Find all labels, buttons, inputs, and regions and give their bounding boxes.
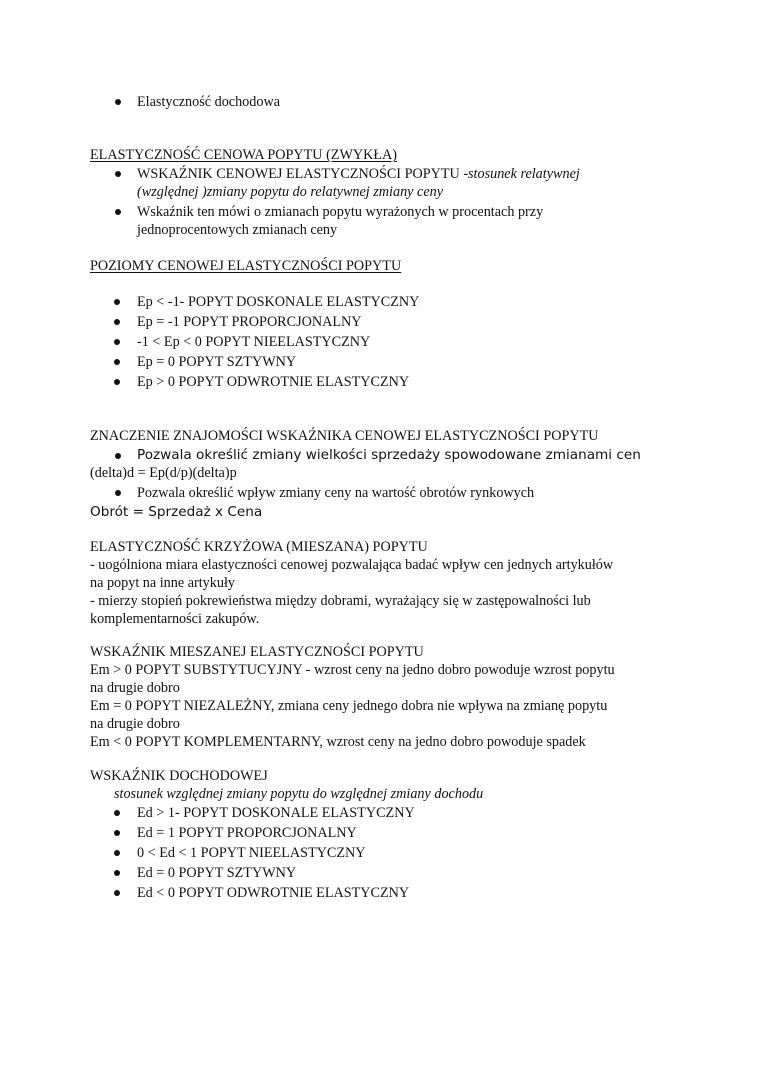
- bullet: [114, 850, 120, 856]
- section-heading-income-indicator: WSKAŹNIK DOCHODOWEJ: [90, 768, 268, 784]
- formula: Obrót = Sprzedaż x Cena: [90, 504, 263, 520]
- text-line: na drugie dobro: [90, 716, 180, 732]
- text-line: Em = 0 POPYT NIEZALEŻNY, zmiana ceny jednego dobra nie wpływa na zmianę popytu: [90, 698, 608, 714]
- intro-item: Elastyczność dochodowa: [137, 94, 281, 110]
- list-item: Ep = 0 POPYT SZTYWNY: [137, 354, 297, 370]
- list-item: Ed = 0 POPYT SZTYWNY: [137, 865, 297, 881]
- bullet: [114, 339, 120, 345]
- list-item: Pozwala określić zmiany wielkości sprzedaży spowodowane zmianami cen: [137, 447, 641, 463]
- bullet: [115, 171, 121, 177]
- bullet: [115, 453, 121, 459]
- text-line: Em < 0 POPYT KOMPLEMENTARNY, wzrost ceny na jedno dobro powoduje spadek: [90, 734, 586, 750]
- text-line: komplementarności zakupów.: [90, 611, 260, 627]
- section-heading-mixed-indicator: WSKAŹNIK MIESZANEJ ELASTYCZNOŚCI POPYTU: [90, 644, 424, 660]
- list-item: Pozwala określić wpływ zmiany ceny na wartość obrotów rynkowych: [137, 485, 535, 501]
- section-heading-significance: ZNACZENIE ZNAJOMOŚCI WSKAŹNIKA CENOWEJ ELASTYCZNOŚCI POPYTU: [90, 428, 599, 444]
- list-item: Ep = -1 POPYT PROPORCJONALNY: [137, 314, 362, 330]
- list-item: -1 < Ep < 0 POPYT NIEELASTYCZNY: [137, 334, 371, 350]
- bullet: [114, 299, 120, 305]
- section-heading-levels: POZIOMY CENOWEJ ELASTYCZNOŚCI POPYTU: [90, 258, 402, 274]
- section-heading-cross-elasticity: ELASTYCZNOŚĆ KRZYŻOWA (MIESZANA) POPYTU: [90, 539, 428, 555]
- bullet: [114, 870, 120, 876]
- bullet: [114, 359, 120, 365]
- text-line: na drugie dobro: [90, 680, 180, 696]
- list-item: 0 < Ed < 1 POPYT NIEELASTYCZNY: [137, 845, 366, 861]
- list-item: Wskaźnik ten mówi o zmianach popytu wyrażonych w procentach przy: [137, 204, 544, 220]
- list-item: Ed > 1- POPYT DOSKONALE ELASTYCZNY: [137, 805, 415, 821]
- bullet: [114, 319, 120, 325]
- list-item: Ep < -1- POPYT DOSKONALE ELASTYCZNY: [137, 294, 420, 310]
- section-subtitle: stosunek względnej zmiany popytu do względnej zmiany dochodu: [114, 786, 484, 802]
- indicator-definition-cont: (względnej )zmiany popytu do relatywnej zmiany ceny: [137, 184, 444, 200]
- indicator-definition: -stosunek relatywnej: [463, 166, 580, 182]
- list-item: Ep > 0 POPYT ODWROTNIE ELASTYCZNY: [137, 374, 410, 390]
- bullet: [114, 830, 120, 836]
- text-line: - uogólniona miara elastyczności cenowej pozwalająca badać wpływ cen jednych artykułów: [90, 557, 614, 573]
- list-item: Ed = 1 POPYT PROPORCJONALNY: [137, 825, 357, 841]
- list-item-cont: jednoprocentowych zmianach ceny: [137, 222, 338, 238]
- list-item-line: [137, 165, 580, 183]
- list-item: Ed < 0 POPYT ODWROTNIE ELASTYCZNY: [137, 885, 410, 901]
- section-heading-price-elasticity: ELASTYCZNOŚĆ CENOWA POPYTU (ZWYKŁA): [90, 147, 397, 163]
- text-line: - mierzy stopień pokrewieństwa między dobrami, wyrażający się w zastępowalności lub: [90, 593, 591, 609]
- text-line: na popyt na inne artykuły: [90, 575, 235, 591]
- bullet: [114, 890, 120, 896]
- bullet: [114, 810, 120, 816]
- bullet: [115, 209, 121, 215]
- indicator-text: WSKAŹNIK CENOWEJ ELASTYCZNOŚCI POPYTU: [137, 166, 464, 182]
- bullet: [115, 490, 121, 496]
- bullet: [114, 379, 120, 385]
- text-line: Em > 0 POPYT SUBSTYTUCYJNY - wzrost ceny na jedno dobro powoduje wzrost popytu: [90, 662, 615, 678]
- bullet: [115, 99, 121, 105]
- formula: (delta)d = Ep(d/p)(delta)p: [90, 465, 237, 481]
